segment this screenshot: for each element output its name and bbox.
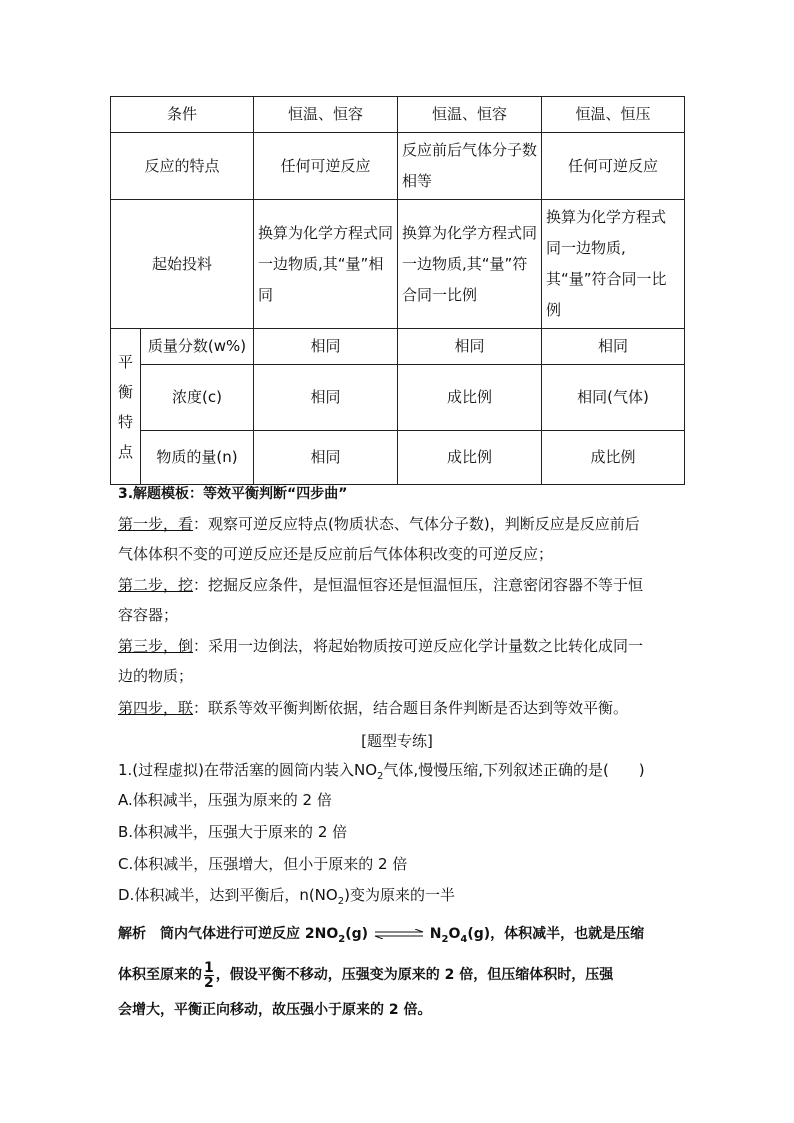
row-concentration-c3: 相同(气体) [542, 365, 685, 431]
step-4: 第四步，联：联系等效平衡判断依据，结合题目条件判断是否达到等效平衡。 [118, 699, 629, 717]
row-amount-c3: 成比例 [542, 431, 685, 485]
row-feature-c1: 任何可逆反应 [254, 133, 398, 200]
step-3-cont: 边的物质； [118, 667, 194, 685]
row-start-c1: 换算为化学方程式同一边物质,其“量”相同 [254, 200, 398, 329]
row-feature-label: 反应的特点 [111, 133, 254, 200]
row-feature-c2: 反应前后气体分子数相等 [398, 133, 542, 200]
option-d: D.体积减半，达到平衡后，$n(NO_2)$变为原来的一半 [118, 886, 455, 907]
step-3: 第三步，倒：采用一边倒法，将起始物质按可逆反应化学计量数之比转化成同一 [118, 637, 644, 655]
question-1: 1.(过程虚拟)在带活塞的圆筒内装入$NO_2$气体,慢慢压缩,下列叙述正确的是( ) [118, 761, 645, 782]
equivalence-table [110, 96, 685, 485]
option-a: A.体积减半，压强为原来的 2 倍 [118, 791, 332, 809]
row-concentration-c2: 成比例 [398, 365, 542, 431]
analysis-line-2: 体积至原来的 $\frac{1}{2}$ ，假设平衡不移动，压强变为原来的 2 倍，但压缩体积时，压强 [118, 959, 614, 991]
step-1: 第一步，看：观察可逆反应特点(物质状态、气体分子数)，判断反应是反应前后 [118, 515, 640, 533]
analysis-line-3: 会增大，平衡正向移动，故压强小于原来的 2 倍。 [118, 1002, 432, 1018]
step-2: 第二步，挖：挖掘反应条件，是恒温恒容还是恒温恒压，注意密闭容器不等于恒 [118, 576, 644, 594]
option-b: B.体积减半，压强大于原来的 2 倍 [118, 823, 348, 841]
template-title: 3.解题模板：等效平衡判断“四步曲” [118, 486, 348, 502]
step-2-cont: 容容器； [118, 606, 179, 624]
row-feature-c3: 任何可逆反应 [542, 133, 685, 200]
header-const-tv-1: 恒温、恒容 [254, 97, 398, 133]
header-const-tv-2: 恒温、恒容 [398, 97, 542, 133]
header-const-tp: 恒温、恒压 [542, 97, 685, 133]
step-1-cont: 气体体积不变的可逆反应还是反应前后气体体积改变的可逆反应； [118, 545, 554, 563]
analysis-line-1: 解析 筒内气体进行可逆反应 $2NO_2(g)$ $N_2O_4(g)$，体积减半，也就是压缩 [118, 926, 645, 945]
row-start-label: 起始投料 [111, 200, 254, 329]
row-start-c3: 换算为化学方程式同一边物质,其“量”符合同一比例 [542, 200, 685, 329]
row-amount-label: 物质的量(n) [141, 431, 254, 485]
row-mass-fraction-c3: 相同 [542, 329, 685, 365]
reversible-arrow-icon [373, 929, 425, 939]
row-mass-fraction-c1: 相同 [254, 329, 398, 365]
row-concentration-c1: 相同 [254, 365, 398, 431]
row-start-c2: 换算为化学方程式同一边物质,其“量”符合同一比例 [398, 200, 542, 329]
row-amount-c2: 成比例 [398, 431, 542, 485]
row-concentration-label: 浓度(c) [141, 365, 254, 431]
balance-feature-label: 平 衡 特 点 [111, 329, 141, 485]
row-mass-fraction-c2: 相同 [398, 329, 542, 365]
header-condition: 条件 [111, 97, 254, 133]
row-mass-fraction-label: 质量分数(w%) [141, 329, 254, 365]
practice-heading: [题型专练] [361, 732, 433, 750]
option-c: C.体积减半，压强增大，但小于原来的 2 倍 [118, 855, 408, 873]
row-amount-c1: 相同 [254, 431, 398, 485]
fraction-one-half: $\frac{1}{2}$ [204, 959, 214, 991]
